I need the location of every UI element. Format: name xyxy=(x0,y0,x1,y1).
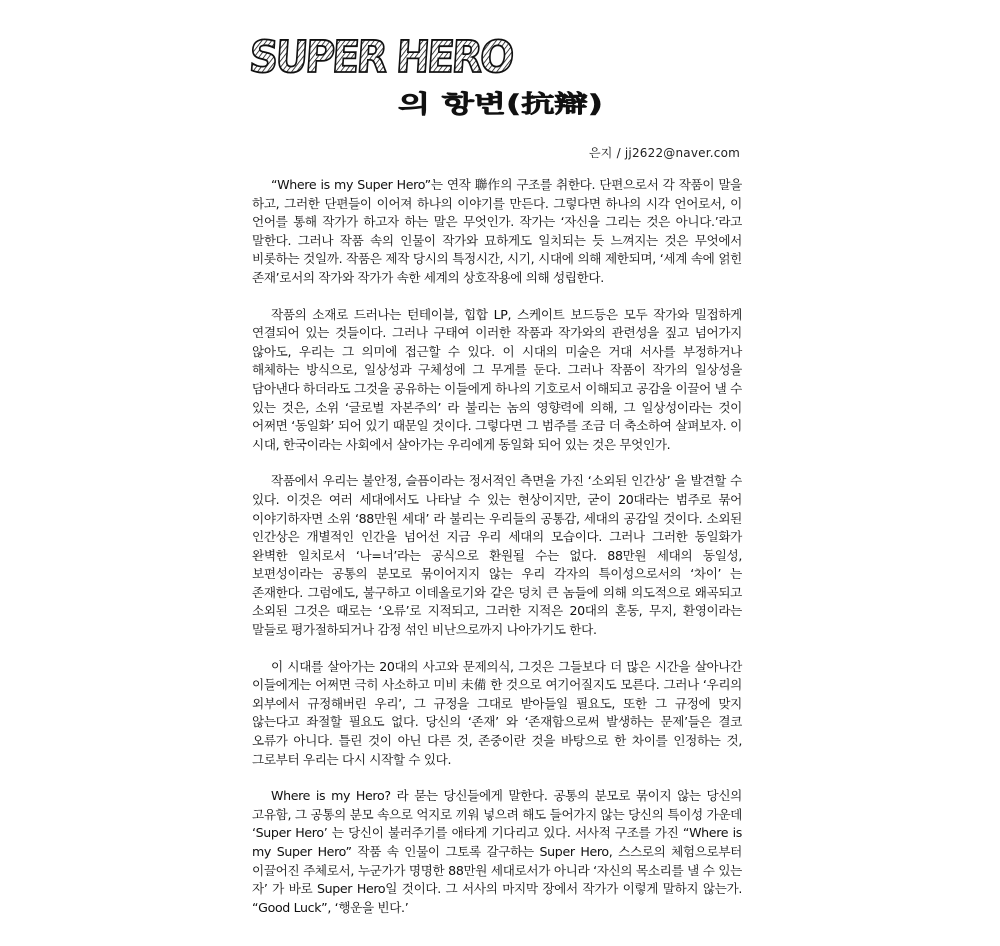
paragraph: 이 시대를 살아가는 20대의 사고와 문제의식, 그것은 그들보다 더 많은 시간을 살아나간 이들에게는 어쩌면 극히 사소하고 미비 未備 한 것으로 여기어질지도 모른다. 그러나 ‘우리의 외부에서 규정해버린 우리’, 그 규정을 그대로 받아들일 필요도, 또한 그 규정에 맞지 않는다고 좌절할 필요도 없다. 당신의 ‘존재’ 와 ‘존재함으로써 발생하는 문제’들은 결코 오류가 아니다. 틀린 것이 아닌 다른 것, 존중이란 것을 바탕으로 한 차이를 인정하는 것, 그로부터 우리는 다시 시작할 수 있다. xyxy=(252,658,742,767)
paragraph: Where is my Hero? 라 묻는 당신들에게 말한다. 공통의 분모로 묶이지 않는 당신의 고유함, 그 공통의 분모 속으로 억지로 끼워 넣으려 해도 들어가지 않는 당신의 특이성 가운데 ‘Super Hero’ 는 당신이 불러주기를 애타게 기다리고 있다. 서사적 구조를 가진 “Where is my Super Hero” 작품 속 인물이 그토록 갈구하는 Super Hero, 스스로의 체험으로부터 이끌어진 주체로서, 누군가가 명명한 88만원 세대로서가 아니라 ‘자신의 목소리를 낼 수 있는 자’ 가 바로 Super Hero일 것이다. 그 서사의 마지막 장에서 작가가 이렇게 말하지 않는가. “Good Luck”, ‘행운을 빈다.’ xyxy=(252,788,742,915)
paragraph: 작품의 소재로 드러나는 턴테이블, 힙합 LP, 스케이트 보드등은 모두 작가와 밀접하게 연결되어 있는 것들이다. 그러나 구태여 이러한 작품과 작가와의 관련성을 짚고 넘어가지 않아도, 우리는 그 의미에 접근할 수 있다. 이 시대의 미술은 거대 서사를 부정하거나 해체하는 방식으로, 일상성과 구체성에 그 무게를 둔다. 그러나 작품이 작가의 일상성을 담아낸다 하더라도 그것을 공유하는 이들에게 하나의 기호로서 이해되고 공감을 이끌어 낼 수 있는 것은, 소위 ‘글로벌 자본주의’ 라 불리는 놈의 영향력에 의해, 그 일상성이라는 것이 어쩌면 ‘동일화’ 되어 있기 때문일 것이다. 그렇다면 그 범주를 조금 더 축소하여 살펴보자. 이 시대, 한국이라는 사회에서 살아가는 우리에게 동일화 되어 있는 것은 무엇인가. xyxy=(252,306,742,452)
super-hero-logo xyxy=(247,20,603,120)
logo-subtitle-text: 의 항변(抗辯) xyxy=(398,90,603,118)
logo-main-text: SUPER HERO xyxy=(247,32,539,83)
paragraph: 작품에서 우리는 불안정, 슬픔이라는 정서적인 측면을 가진 ‘소외된 인간상’ 을 발견할 수 있다. 이것은 여러 세대에서도 나타날 수 있는 현상이지만, 굳이 20대라는 범주로 묶어 이야기하자면 소위 ‘88만원 세대’ 라 불리는 우리들의 공통감, 세대의 공감일 것이다. 소외된 인간상은 개별적인 인간을 넘어선 지금 우리 세대의 모습이다. 그러나 그러한 동일화가 완벽한 일치로서 ‘나=너’라는 공식으로 환원될 수는 없다. 88만원 세대의 동일성, 보편성이라는 공통의 분모로 묶이어지지 않는 우리 각자의 특이성으로서의 ‘차이’ 는 존재한다. 그럼에도, 불구하고 이데올로기와 같은 덩치 큰 놈들에 의해 의도적으로 왜곡되고 소외된 그것은 때로는 ‘오류’로 지적되고, 그러한 지적은 20대의 혼동, 무지, 환영이라는 말들로 평가절하되거나 감정 섞인 비난으로까지 나아가기도 한다. xyxy=(252,473,742,638)
article-body xyxy=(252,176,742,935)
author-byline: 은지 / jj2622@naver.com xyxy=(589,146,740,160)
paragraph: “Where is my Super Hero”는 연작 聯作의 구조를 취한다. 단편으로서 각 작품이 말을 하고, 그러한 단편들이 이어져 하나의 이야기를 만든다. 그렇다면 하나의 시각 언어로서, 이 언어를 통해 작가가 하고자 하는 말은 무엇인가. 작가는 ‘자신을 그리는 것은 아니다.’라고 말한다. 그러나 작품 속의 인물이 작가와 묘하게도 일치되는 듯 느껴지는 것은 무엇에서 비롯하는 것일까. 작품은 제작 당시의 특정시간, 시기, 시대에 의해 제한되며, ‘세계 속에 얽힌 존재’로서의 작가와 작가가 속한 세계의 상호작용에 의해 성립한다. xyxy=(252,177,742,285)
title-logo xyxy=(247,20,603,120)
